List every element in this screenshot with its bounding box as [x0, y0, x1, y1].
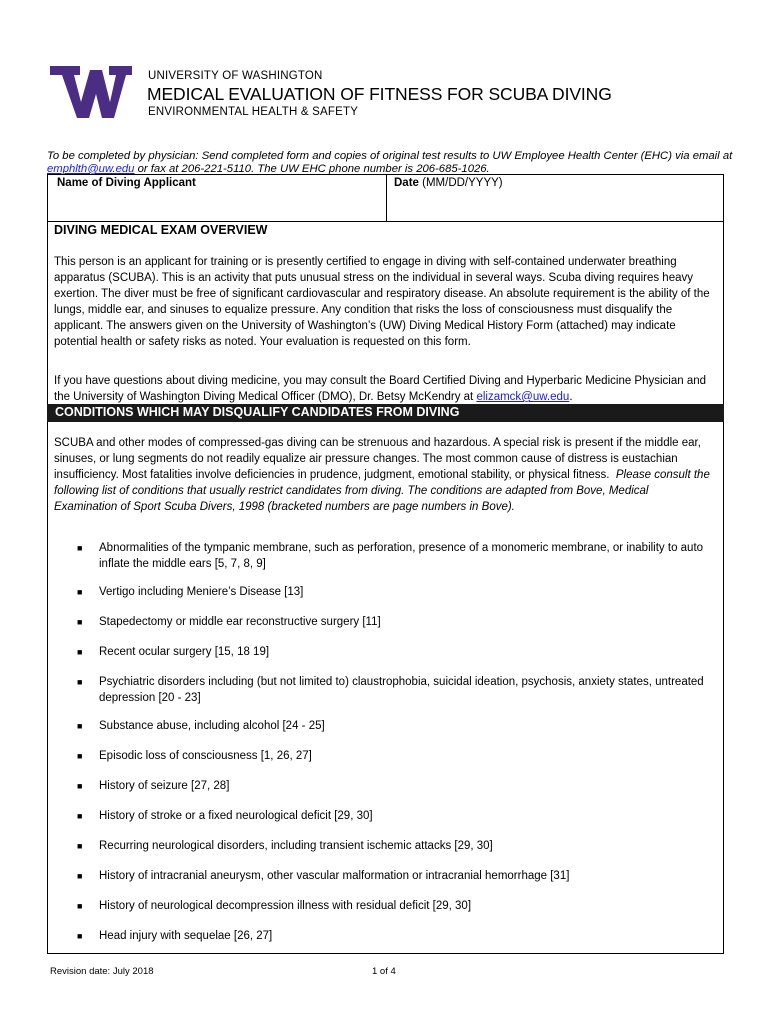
bullet-icon: ■ — [77, 841, 83, 851]
date-label: Date — [394, 177, 419, 189]
conditions-intro-text: SCUBA and other modes of compressed-gas diving can be strenuous and hazardous. A special risk is present if the middle ear, sinuses, or lung segments do not readily equalize air pressure changes. The most common cause of distress is eustachian insufficiency. Most fatalities involve deficiencies in prudence, judgment, emotional stability, or physical fitness. — [54, 437, 701, 481]
condition-text: History of neurological decompression illness with residual deficit [29, 30] — [99, 900, 472, 912]
overview-heading: DIVING MEDICAL EXAM OVERVIEW — [54, 223, 268, 237]
table-divider — [386, 175, 387, 221]
uw-logo-icon — [50, 66, 132, 118]
conditions-section — [47, 422, 724, 954]
conditions-header-bar — [47, 404, 724, 422]
bullet-icon: ■ — [77, 871, 83, 881]
condition-text: Psychiatric disorders including (but not limited to) claustrophobia, suicidal ideation, psychosis, anxiety states, untreated depression [20 - 23] — [99, 676, 704, 704]
ehc-email-link[interactable]: emphlth@uw.edu — [47, 163, 135, 175]
conditions-intro-italic: Please consult the following list of conditions that usually restrict candidates from diving. The conditions are adapted from Bove, Medical Examination of Sport Scuba Divers, 1998 (bracketed numbers are page numbers in Bove). — [54, 469, 710, 513]
physician-instruction — [47, 150, 737, 176]
condition-text: Episodic loss of consciousness [1, 26, 27] — [99, 750, 312, 762]
revision-date: Revision date: July 2018 — [50, 966, 154, 977]
form-title: MEDICAL EVALUATION OF FITNESS FOR SCUBA DIVING — [147, 84, 612, 104]
overview-section — [47, 222, 724, 405]
bullet-icon: ■ — [77, 617, 83, 627]
instruction-text-2: or fax at 206-221-5110. The UW EHC phone number is 206-685-1026. — [134, 163, 490, 175]
applicant-info-table — [47, 174, 724, 222]
condition-text: Recurring neurological disorders, including transient ischemic attacks [29, 30] — [99, 840, 493, 852]
university-name: UNIVERSITY OF WASHINGTON — [148, 70, 323, 82]
bullet-icon: ■ — [77, 587, 83, 597]
dmo-contact-end: . — [569, 391, 573, 403]
conditions-heading: CONDITIONS WHICH MAY DISQUALIFY CANDIDATES FROM DIVING — [55, 405, 460, 419]
condition-text: History of stroke or a fixed neurological deficit [29, 30] — [99, 810, 373, 822]
condition-text: Stapedectomy or middle ear reconstructive surgery [11] — [99, 616, 381, 628]
condition-text: Vertigo including Meniere’s Disease [13] — [99, 586, 304, 598]
condition-text: Abnormalities of the tympanic membrane, such as perforation, presence of a monomeric membrane, or inability to auto inflate the middle ears [5, 7, 8, 9] — [99, 542, 704, 570]
dmo-email-link[interactable]: elizamck@uw.edu — [476, 391, 570, 403]
dmo-contact-paragraph — [54, 373, 714, 405]
conditions-intro — [54, 435, 714, 515]
department-name: ENVIRONMENTAL HEALTH & SAFETY — [148, 106, 359, 118]
condition-text: Recent ocular surgery [15, 18 19] — [99, 646, 270, 658]
uw-logo-w-shape — [50, 66, 132, 118]
condition-text: Head injury with sequelae [26, 27] — [99, 930, 273, 942]
bullet-icon: ■ — [77, 543, 83, 553]
page-number: 1 of 4 — [372, 966, 396, 977]
bullet-icon: ■ — [77, 647, 83, 657]
applicant-name-field[interactable]: Name of Diving Applicant — [57, 177, 196, 189]
exam-date-field[interactable] — [394, 177, 503, 189]
bullet-icon: ■ — [77, 931, 83, 941]
bullet-icon: ■ — [77, 901, 83, 911]
overview-paragraph: This person is an applicant for training or is presently certified to engage in diving with self-contained underwater breathing apparatus (SCUBA). This is an activity that puts unusual stress on the individual in several ways. Scuba diving requires heavy exertion. The diver must be free of significant cardiovascular and respiratory disease. An absolute requirement is the ability of the lungs, middle ear, and sinuses to equalize pressure. Any condition that risks the loss of consciousness must disqualify the applicant. The answers given on the University of Washington’s (UW) Diving Medical History Form (attached) may indicate potential health or safety risks as noted. Your evaluation is requested on this form. — [54, 256, 710, 348]
bullet-icon: ■ — [77, 677, 83, 687]
bullet-icon: ■ — [77, 721, 83, 731]
instruction-text-1: To be completed by physician: Send completed form and copies of original test results to UW Employee Health Center (EHC) via email at — [47, 150, 733, 162]
condition-text: History of intracranial aneurysm, other vascular malformation or intracranial hemorrhage [31] — [99, 870, 570, 882]
condition-text: History of seizure [27, 28] — [99, 780, 230, 792]
bullet-icon: ■ — [77, 781, 83, 791]
bullet-icon: ■ — [77, 751, 83, 761]
dmo-contact-text: If you have questions about diving medicine, you may consult the Board Certified Diving and Hyperbaric Medicine Physician and the University of Washington Diving Medical Officer (DMO), Dr. Betsy McKendry at — [54, 375, 707, 403]
bullet-icon: ■ — [77, 811, 83, 821]
condition-text: Substance abuse, including alcohol [24 - 25] — [99, 720, 325, 732]
date-format-hint: (MM/DD/YYYY) — [418, 177, 503, 189]
